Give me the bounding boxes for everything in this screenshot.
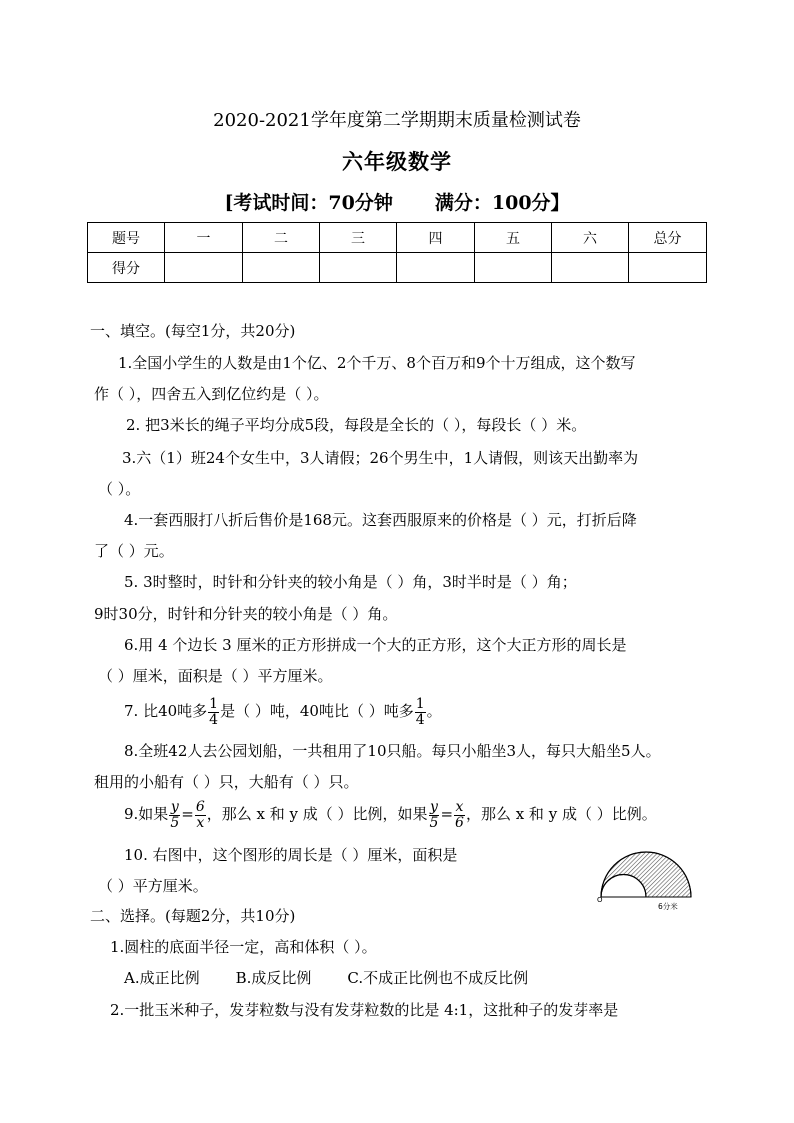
fraction-one-quarter (415, 697, 426, 728)
question-8-line-2: 租用的小船有（ ）只，大船有（ ）只。 (94, 773, 359, 791)
question-5-line-2: 9时30分，时针和分针夹的较小角是（ ）角。 (94, 605, 398, 623)
question-3-line-2: （ ）。 (98, 480, 141, 498)
question-6-line-2: （ ）厘米，面积是（ ）平方厘米。 (98, 667, 333, 685)
fraction-denominator: 4 (209, 711, 219, 728)
score-table-score-row (88, 253, 707, 283)
fraction-x-over-6 (454, 800, 465, 831)
fraction-one-quarter (208, 697, 219, 728)
fraction-denominator: 5 (170, 814, 180, 831)
score-cell[interactable] (397, 253, 475, 283)
question-1-line-1: 1.全国小学生的人数是由1个亿、2个千万、8个百万和9个十万组成，这个数写 (118, 354, 636, 372)
exam-time: [考试时间：70分钟 (224, 192, 393, 214)
shaded-region (601, 852, 691, 897)
option-b[interactable]: B.成反比例 (235, 969, 312, 987)
full-score: 满分：100分】 (434, 192, 570, 214)
question-5-line-1: 5. 3时整时，时针和分针夹的较小角是（ ）角，3时半时是（ ）角； (124, 573, 577, 591)
fraction-numerator: 1 (415, 695, 425, 712)
score-cell[interactable] (165, 253, 243, 283)
score-cell[interactable] (243, 253, 320, 283)
question-2: 2. 把3米长的绳子平均分成5段，每段是全长的（ ），每段长（ ）米。 (126, 416, 587, 434)
score-cell[interactable] (629, 253, 707, 283)
fraction-denominator: 4 (415, 711, 425, 728)
question-9 (124, 798, 657, 831)
semicircle-figure (596, 842, 696, 914)
fraction-numerator: y (170, 798, 179, 815)
score-table (87, 222, 707, 283)
exam-title: 2020-2021学年度第二学期期末质量检测试卷 (213, 110, 581, 131)
choice-question-1: 1.圆柱的底面半径一定，高和体积（ ）。 (110, 938, 377, 956)
choice-question-1-options (124, 968, 528, 988)
question-10-line-2: （ ）平方厘米。 (98, 877, 208, 895)
fraction-y-over-5 (169, 800, 180, 831)
choice-question-2: 2.一批玉米种子，发芽粒数与没有发芽粒数的比是 4:1，这批种子的发芽率是 (110, 1001, 619, 1019)
question-10-line-1: 10. 右图中，这个图形的周长是（ ）厘米，面积是 (124, 846, 458, 864)
fraction-y-over-5 (429, 800, 440, 831)
fraction-numerator: x (455, 798, 464, 815)
question-4-line-2: 了（ ）元。 (94, 542, 174, 560)
question-7-text-3: 。 (426, 702, 442, 720)
score-header-cell: 四 (397, 223, 475, 253)
score-header-cell: 五 (475, 223, 552, 253)
option-a[interactable]: A.成正比例 (124, 969, 200, 987)
score-header-cell: 题号 (88, 223, 165, 253)
question-7-text-2: 是（ ）吨，40吨比（ ）吨多 (220, 702, 414, 720)
question-7-text-1: 7. 比40吨多 (124, 702, 208, 720)
score-header-cell: 一 (165, 223, 243, 253)
subject-title: 六年级数学 (342, 149, 452, 174)
score-cell[interactable] (552, 253, 629, 283)
center-label: O (597, 896, 603, 904)
score-header-cell: 三 (320, 223, 397, 253)
score-cell[interactable] (320, 253, 397, 283)
fraction-denominator: 6 (455, 814, 464, 831)
score-header-cell: 二 (243, 223, 320, 253)
question-8-line-1: 8.全班42人去公园划船，一共租用了10只船。每只小船坐3人，每只大船坐5人。 (124, 742, 661, 760)
fraction-numerator: 6 (195, 798, 205, 815)
question-4-line-1: 4.一套西服打八折后售价是168元。这套西服原来的价格是（ ）元，打折后降 (124, 511, 637, 529)
question-9-text-1: 9.如果 (124, 805, 169, 823)
score-header-cell: 六 (552, 223, 629, 253)
option-c[interactable]: C.不成正比例也不成反比例 (347, 969, 529, 987)
fraction-denominator: 5 (429, 814, 439, 831)
section1-heading: 一、填空。(每空1分，共20分) (90, 322, 296, 340)
equals-sign: = (440, 805, 454, 823)
fraction-denominator: x (196, 814, 205, 831)
score-cell[interactable] (475, 253, 552, 283)
question-9-text-3: ，那么 x 和 y 成（ ）比例。 (465, 805, 657, 823)
question-1-line-2: 作（ ），四舍五入到亿位约是（ ）。 (94, 385, 329, 403)
question-6-line-1: 6.用 4 个边长 3 厘米的正方形拼成一个大的正方形，这个大正方形的周长是 (124, 636, 627, 654)
dimension-label: 6分米 (658, 902, 678, 911)
question-7 (124, 695, 442, 728)
fraction-6-over-x (195, 800, 206, 831)
score-header-cell: 总分 (629, 223, 707, 253)
section2-heading: 二、选择。(每题2分，共10分) (90, 907, 296, 925)
exam-info (0, 188, 794, 215)
fraction-numerator: 1 (209, 695, 219, 712)
score-table-header-row (88, 223, 707, 253)
fraction-numerator: y (430, 798, 438, 815)
equals-sign: = (181, 805, 194, 823)
question-3-line-1: 3.六（1）班24个女生中，3人请假；26个男生中，1人请假，则该天出勤率为 (122, 449, 639, 467)
question-9-text-2: ，那么 x 和 y 成（ ）比例，如果 (206, 805, 428, 823)
score-row-label: 得分 (88, 253, 165, 283)
